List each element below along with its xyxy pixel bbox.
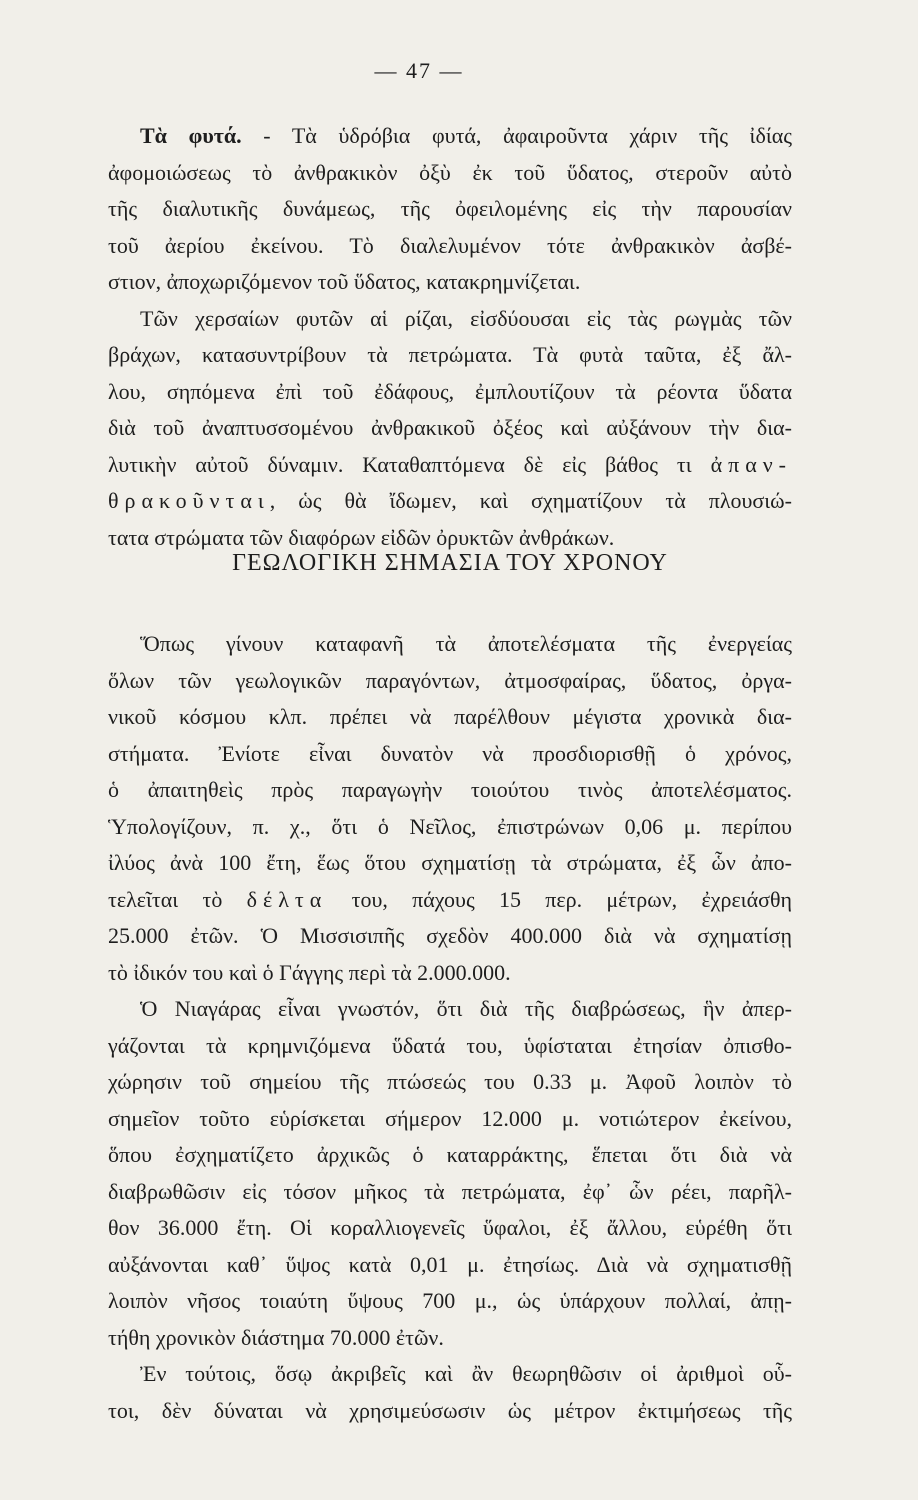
text-line: θον 36.000 ἔτη. Οἱ κοραλλιογενεῖς ὕφαλοι, ἐξ ἄλλου, εὑρέθη ὅτι bbox=[108, 1215, 792, 1240]
text-line: Ὑπολογίζουν, π. χ., ὅτι ὁ Νεῖλος, ἐπιστρώνων 0,06 μ. περίπου bbox=[108, 813, 792, 839]
text-line: τῆς διαλυτικῆς δυνάμεως, τῆς ὀφειλομένης εἰς τὴν παρουσίαν bbox=[108, 196, 792, 221]
spaced-word: δέλτα bbox=[246, 886, 328, 912]
text-line: 25.000 ἐτῶν. Ὁ Μισσισιπῆς σχεδὸν 400.000 διὰ νὰ σχηματίσῃ bbox=[108, 923, 792, 948]
text-line: Τὰ φυτά. - Τὰ ὑδρόβια φυτά, ἀφαιροῦντα χάριν τῆς ἰδίας bbox=[140, 123, 792, 148]
text-line: ὅλων τῶν γεωλογικῶν παραγόντων, ἀτμοσφαίρας, ὕδατος, ὀργα- bbox=[108, 667, 792, 693]
text-line: λοιπὸν νῆσος τοιαύτη ὕψους 700 μ., ὡς ὑπάρχουν πολλαί, ἀπῃ- bbox=[108, 1288, 792, 1313]
text-line: ὅπου ἐσχηματίζετο ἀρχικῶς ὁ καταρράκτης, ἕπεται ὅτι διὰ νὰ bbox=[108, 1142, 792, 1167]
text-line: λου, σηπόμενα ἐπὶ τοῦ ἐδάφους, ἐμπλουτίζουν τὰ ρέοντα ὕδατα bbox=[108, 378, 792, 404]
text-line: τοῦ ἀερίου ἐκείνου. Τὸ διαλελυμένον τότε ἀνθρακικὸν ἀσβέ- bbox=[108, 232, 792, 258]
text-line: στιον, ἀποχωριζόμενον τοῦ ὕδατος, κατακρημνίζεται. bbox=[108, 269, 581, 294]
text-line: αὐξάνονται καθ᾽ ὕψος κατὰ 0,01 μ. ἐτησίως. Διὰ νὰ σχηματισθῇ bbox=[108, 1251, 792, 1277]
spaced-word: ἀπαν- bbox=[710, 451, 792, 477]
text-line: Ἐν τούτοις, ὅσῳ ἀκριβεῖς καὶ ἂν θεωρηθῶσιν οἱ ἀριθμοὶ οὗ- bbox=[140, 1361, 792, 1386]
text-line: διαβρωθῶσιν εἰς τόσον μῆκος τὰ πετρώματα, ἐφ᾽ ὧν ρέει, παρῆλ- bbox=[108, 1178, 792, 1204]
section-geological-time bbox=[108, 626, 792, 1429]
spaced-word: θρακοῦνται bbox=[108, 488, 270, 513]
text-line: Τῶν χερσαίων φυτῶν αἱ ρίζαι, εἰσδύουσαι εἰς τὰς ρωγμὰς τῶν bbox=[140, 305, 792, 331]
text-line: ὁ ἀπαιτηθεὶς πρὸς παραγωγὴν τοιούτου τινὸς ἀποτελέσματος. bbox=[108, 777, 792, 802]
text-line: νικοῦ κόσμου κλπ. πρέπει νὰ παρέλθουν μέγιστα χρονικὰ δια- bbox=[108, 704, 792, 729]
text-line: ἀφομοιώσεως τὸ ἀνθρακικὸν ὀξὺ ἐκ τοῦ ὕδατος, στεροῦν αὐτὸ bbox=[108, 159, 792, 185]
text-line: χώρησιν τοῦ σημείου τῆς πτώσεώς του 0.33 μ. Ἀφοῦ λοιπὸν τὸ bbox=[108, 1069, 792, 1094]
text-line: τοι, δὲν δύναται νὰ χρησιμεύσωσιν ὡς μέτρον ἐκτιμήσεως τῆς bbox=[108, 1397, 792, 1423]
text-line: βράχων, κατασυντρίβουν τὰ πετρώματα. Τὰ φυτὰ ταῦτα, ἐξ ἄλ- bbox=[108, 342, 792, 367]
text-line: τὸ ἰδικόν του καὶ ὁ Γάγγης περὶ τὰ 2.000.000. bbox=[108, 959, 511, 985]
text-line: ἰλύος ἀνὰ 100 ἔτη, ἕως ὅτου σχηματίσῃ τὰ στρώματα, ἐξ ὧν ἀπο- bbox=[108, 850, 792, 875]
text-line: θρακοῦνται, ὡς θὰ ἴδωμεν, καὶ σχηματίζουν τὰ πλουσιώ- bbox=[108, 488, 792, 513]
text-line: στήματα. Ἐνίοτε εἶναι δυνατὸν νὰ προσδιορισθῇ ὁ χρόνος, bbox=[108, 740, 792, 766]
text-line: σημεῖον τοῦτο εὑρίσκεται σήμερον 12.000 μ. νοτιώτερον ἐκείνου, bbox=[108, 1105, 792, 1131]
text-line: γάζονται τὰ κρημνιζόμενα ὕδατά του, ὑφίσταται ἐτησίαν ὀπισθο- bbox=[108, 1032, 792, 1058]
section-heading: ΓΕΩΛΟΓΙΚΗ ΣΗΜΑΣΙΑ ΤΟΥ ΧΡΟΝΟΥ bbox=[232, 550, 668, 576]
text-line: τήθη χρονικὸν διάστημα 70.000 ἐτῶν. bbox=[108, 1324, 444, 1350]
text-line: Ὅπως γίνουν καταφανῆ τὰ ἀποτελέσματα τῆς ἐνεργείας bbox=[140, 631, 792, 656]
text-line: λυτικὴν αὐτοῦ δύναμιν. Καταθαπτόμενα δὲ εἰς βάθος τι ἀπαν- bbox=[108, 451, 792, 477]
text-line: τατα στρώματα τῶν διαφόρων εἰδῶν ὀρυκτῶν ἀνθράκων. bbox=[108, 524, 615, 550]
text-line: διὰ τοῦ ἀναπτυσσομένου ἀνθρακικοῦ ὀξέος καὶ αὐξάνουν τὴν δια- bbox=[108, 415, 792, 440]
text-line: Ὁ Νιαγάρας εἶναι γνωστόν, ὅτι διὰ τῆς διαβρώσεως, ἣν ἀπερ- bbox=[140, 996, 792, 1021]
section-plants bbox=[108, 118, 792, 556]
section-lead: Τὰ φυτά. bbox=[140, 123, 242, 148]
text-line: τελεῖται τὸ δέλτα του, πάχους 15 περ. μέτρων, ἐχρειάσθη bbox=[108, 886, 793, 912]
page-number: — 47 — bbox=[374, 58, 464, 83]
